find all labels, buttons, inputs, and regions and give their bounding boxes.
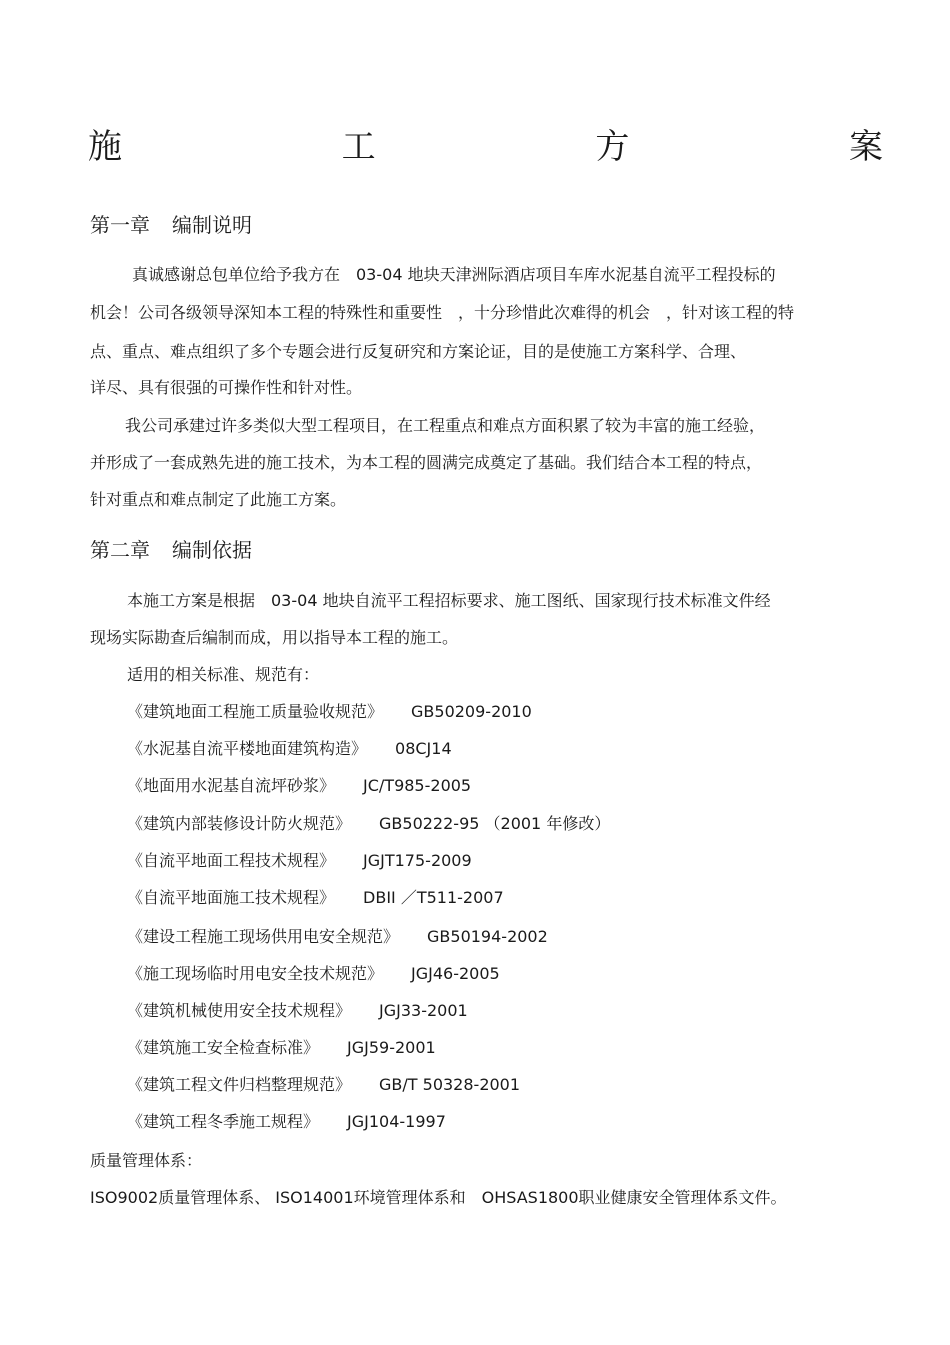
standard-item [127,926,548,948]
standard-name: 《施工现场临时用电安全技术规范》 [127,964,384,983]
standards-intro: 适用的相关标准、规范有： [127,665,320,684]
standard-name: 《建设工程施工现场供用电安全规范》 [127,927,400,946]
standard-code: DBII ／T511-2007 [363,888,504,907]
paragraph-line: 针对重点和难点制定了此施工方案。 [90,490,347,509]
standard-name: 《建筑工程冬季施工规程》 [127,1112,320,1131]
chapter-number: 第二章 [90,538,150,562]
standard-name: 《建筑地面工程施工质量验收规范》 [127,702,384,721]
standard-code: JC/T985-2005 [363,776,472,795]
title-char: 工 [341,127,376,167]
title-char: 方 [595,127,630,167]
standard-code: JGJ104-1997 [347,1112,446,1131]
standard-name: 《建筑机械使用安全技术规程》 [127,1001,352,1020]
standard-item [127,738,452,760]
document-title [88,124,883,170]
paragraph-line: 详尽、具有很强的可操作性和针对性。 [90,378,363,397]
standard-code: JGJ46-2005 [411,964,500,983]
standard-code: GB50209-2010 [411,702,532,721]
standard-item [127,887,504,909]
standard-item [127,701,532,723]
title-char: 施 [88,127,122,167]
paragraph-line: 真诚感谢总包单位给予我方在 03-04 地块天津洲际酒店项目车库水泥基自流平工程投标的 [132,265,776,284]
standard-item [127,850,472,872]
paragraph-line: 现场实际勘查后编制而成，用以指导本工程的施工。 [90,628,459,647]
chapter-number: 第一章 [90,213,150,237]
standard-code: GB50194-2002 [427,927,548,946]
standard-item [127,813,610,835]
standard-item [127,1000,468,1022]
standard-name: 《水泥基自流平楼地面建筑构造》 [127,739,368,758]
standard-item [127,1111,446,1133]
standard-code: GB50222-95 （2001 年修改） [379,814,611,833]
standard-code: JGJT175-2009 [363,851,472,870]
standard-name: 《建筑工程文件归档整理规范》 [127,1075,352,1094]
paragraph-line: 我公司承建过许多类似大型工程项目，在工程重点和难点方面积累了较为丰富的施工经验， [125,416,766,435]
standard-name: 《地面用水泥基自流坪砂浆》 [127,776,336,795]
standard-name: 《建筑施工安全检查标准》 [127,1038,320,1057]
standard-code: JGJ59-2001 [347,1038,436,1057]
standard-item [127,1074,520,1096]
standard-code: GB/T 50328-2001 [379,1075,521,1094]
standard-item [127,963,500,985]
standard-name: 《建筑内部装修设计防火规范》 [127,814,352,833]
paragraph-line: 并形成了一套成熟先进的施工技术，为本工程的圆满完成奠定了基础。我们结合本工程的特点， [90,453,763,472]
quality-label: 质量管理体系： [90,1151,203,1170]
standard-item [127,1037,436,1059]
chapter-title: 编制依据 [172,538,252,562]
standard-code: JGJ33-2001 [379,1001,468,1020]
chapter2-heading [90,536,252,564]
chapter-title: 编制说明 [172,213,252,237]
standard-name: 《自流平地面工程技术规程》 [127,851,336,870]
standard-name: 《自流平地面施工技术规程》 [127,888,336,907]
title-char: 案 [848,127,883,167]
quality-text: ISO9002质量管理体系、 ISO14001环境管理体系和 OHSAS1800职业健康安全管理体系文件。 [90,1188,787,1207]
standard-code: 08CJ14 [395,739,452,758]
chapter1-heading [90,211,252,239]
standard-item [127,775,471,797]
paragraph-line: 本施工方案是根据 03-04 地块自流平工程招标要求、施工图纸、国家现行技术标准文件经 [127,591,771,610]
paragraph-line: 机会！公司各级领导深知本工程的特殊性和重要性 ，十分珍惜此次难得的机会 ，针对该工程的特 [90,303,795,322]
paragraph-line: 点、重点、难点组织了多个专题会进行反复研究和方案论证，目的是使施工方案科学、合理、 [90,342,747,361]
